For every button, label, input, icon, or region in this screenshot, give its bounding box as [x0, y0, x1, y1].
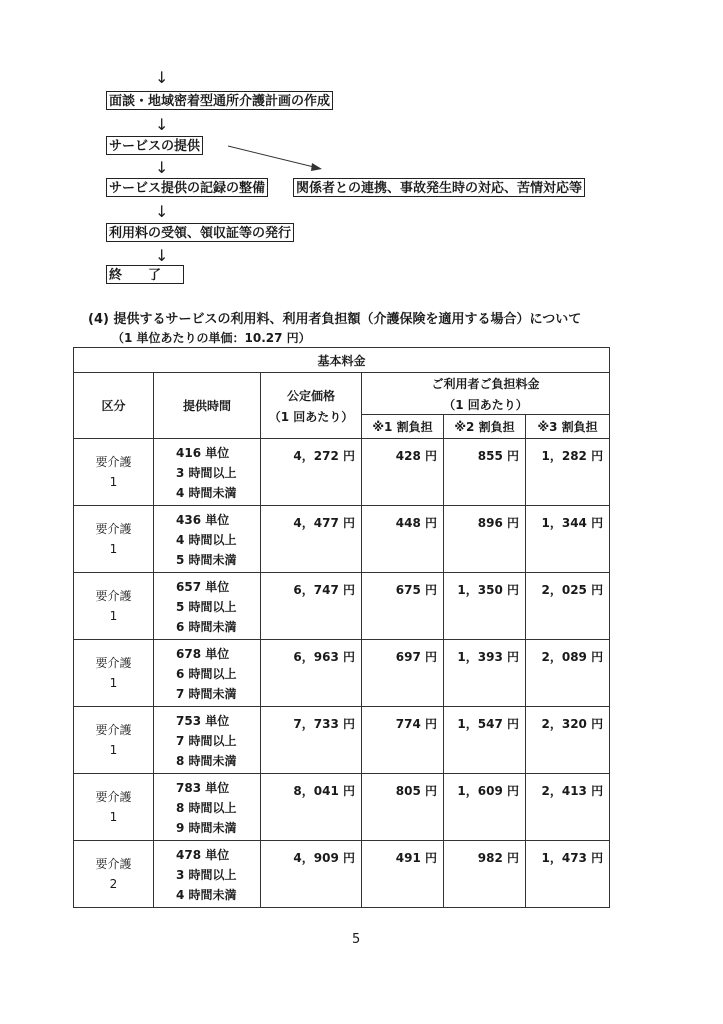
table-row	[74, 707, 610, 774]
cell-burden-2: 1，393 円	[444, 640, 526, 707]
flow-step-service: サービスの提供	[106, 136, 203, 155]
cell-burden-2: 1，547 円	[444, 707, 526, 774]
cell-price: 6，747 円	[261, 573, 362, 640]
category-label: 要介護	[95, 857, 132, 871]
cell-price: 4，477 円	[261, 506, 362, 573]
flow-step-records: サービス提供の記録の整備	[106, 178, 268, 197]
table-row	[74, 774, 610, 841]
units-value: 678 単位	[176, 647, 230, 661]
category-label: 要介護	[95, 522, 132, 536]
cell-price: 6，963 円	[261, 640, 362, 707]
cell-time	[154, 573, 261, 640]
header-category: 区分	[74, 373, 154, 439]
cell-burden-1: 697 円	[362, 640, 444, 707]
category-level: 1	[109, 810, 118, 824]
time-from: 6 時間以上	[176, 667, 237, 681]
category-label: 要介護	[95, 790, 132, 804]
category-level: 1	[109, 475, 118, 489]
table-row	[74, 640, 610, 707]
cell-burden-2: 1，350 円	[444, 573, 526, 640]
cell-time	[154, 640, 261, 707]
diagonal-arrow-icon	[226, 140, 326, 176]
category-label: 要介護	[95, 723, 132, 737]
cell-burden-1: 448 円	[362, 506, 444, 573]
time-from: 3 時間以上	[176, 466, 237, 480]
time-to: 6 時間未満	[176, 620, 237, 634]
cell-burden-3: 2，089 円	[526, 640, 610, 707]
flow-side-box: 関係者との連携、事故発生時の対応、苦情対応等	[293, 178, 585, 197]
units-value: 753 単位	[176, 714, 230, 728]
category-level: 1	[109, 743, 118, 757]
flow-arrow: ↓	[155, 246, 169, 265]
cell-category	[74, 439, 154, 506]
header-rate-3: ※3 割負担	[526, 415, 610, 439]
header-price	[261, 373, 362, 439]
cell-burden-3: 1，344 円	[526, 506, 610, 573]
flow-arrow: ↓	[155, 115, 169, 134]
cell-price: 8，041 円	[261, 774, 362, 841]
time-from: 7 時間以上	[176, 734, 237, 748]
header-burden-line1: ご利用者ご負担料金	[431, 376, 540, 391]
cell-burden-1: 774 円	[362, 707, 444, 774]
table-row	[74, 573, 610, 640]
table-row	[74, 506, 610, 573]
time-from: 5 時間以上	[176, 600, 237, 614]
cell-category	[74, 774, 154, 841]
cell-burden-1: 675 円	[362, 573, 444, 640]
header-burden	[362, 373, 610, 415]
time-from: 8 時間以上	[176, 801, 237, 815]
units-value: 478 単位	[176, 848, 230, 862]
cell-category	[74, 640, 154, 707]
cell-time	[154, 439, 261, 506]
page-number: 5	[352, 932, 361, 947]
cell-price: 7，733 円	[261, 707, 362, 774]
time-to: 5 時間未満	[176, 553, 237, 567]
flow-arrow: ↓	[155, 202, 169, 221]
cell-burden-2: 1，609 円	[444, 774, 526, 841]
header-burden-line2: （1 回あたり）	[443, 397, 528, 412]
cell-category	[74, 506, 154, 573]
cell-burden-3: 1，282 円	[526, 439, 610, 506]
time-to: 9 時間未満	[176, 821, 237, 835]
cell-burden-1: 805 円	[362, 774, 444, 841]
header-rate-2: ※2 割負担	[444, 415, 526, 439]
cell-price: 4，272 円	[261, 439, 362, 506]
units-value: 436 単位	[176, 513, 230, 527]
cell-burden-2: 982 円	[444, 841, 526, 908]
time-to: 8 時間未満	[176, 754, 237, 768]
table-row	[74, 841, 610, 908]
cell-burden-3: 2，413 円	[526, 774, 610, 841]
cell-time	[154, 506, 261, 573]
fee-table	[73, 347, 610, 908]
units-value: 416 単位	[176, 446, 230, 460]
category-level: 2	[109, 877, 118, 891]
cell-price: 4，909 円	[261, 841, 362, 908]
cell-burden-1: 491 円	[362, 841, 444, 908]
section-heading: (4) 提供するサービスの利用料、利用者負担額（介護保険を適用する場合）について	[88, 312, 582, 327]
cell-burden-3: 1，473 円	[526, 841, 610, 908]
cell-time	[154, 841, 261, 908]
cell-category	[74, 707, 154, 774]
time-to: 4 時間未満	[176, 486, 237, 500]
cell-time	[154, 774, 261, 841]
header-price-line1: 公定価格	[286, 388, 335, 403]
flow-arrow: ↓	[155, 68, 169, 87]
cell-burden-3: 2，025 円	[526, 573, 610, 640]
time-to: 7 時間未満	[176, 687, 237, 701]
cell-category	[74, 573, 154, 640]
flow-step-receipt: 利用料の受領、領収証等の発行	[106, 223, 294, 242]
units-value: 657 単位	[176, 580, 230, 594]
time-from: 4 時間以上	[176, 533, 237, 547]
flow-step-plan: 面談・地域密着型通所介護計画の作成	[106, 91, 333, 110]
flow-step-end: 終 了	[106, 265, 184, 284]
time-from: 3 時間以上	[176, 868, 237, 882]
time-to: 4 時間未満	[176, 888, 237, 902]
section-subheading: （1 単位あたりの単価：10.27 円）	[112, 331, 311, 345]
header-rate-1: ※1 割負担	[362, 415, 444, 439]
category-label: 要介護	[95, 656, 132, 670]
cell-time	[154, 707, 261, 774]
cell-category	[74, 841, 154, 908]
cell-burden-1: 428 円	[362, 439, 444, 506]
flow-arrow: ↓	[155, 158, 169, 177]
category-label: 要介護	[95, 455, 132, 469]
cell-burden-2: 896 円	[444, 506, 526, 573]
category-level: 1	[109, 542, 118, 556]
fee-table-body	[74, 439, 610, 908]
header-price-line2: （1 回あたり）	[268, 409, 354, 424]
category-level: 1	[109, 609, 118, 623]
category-level: 1	[109, 676, 118, 690]
table-title: 基本料金	[74, 348, 610, 373]
category-label: 要介護	[95, 589, 132, 603]
cell-burden-2: 855 円	[444, 439, 526, 506]
table-row	[74, 439, 610, 506]
units-value: 783 単位	[176, 781, 230, 795]
cell-burden-3: 2，320 円	[526, 707, 610, 774]
header-time: 提供時間	[154, 373, 261, 439]
